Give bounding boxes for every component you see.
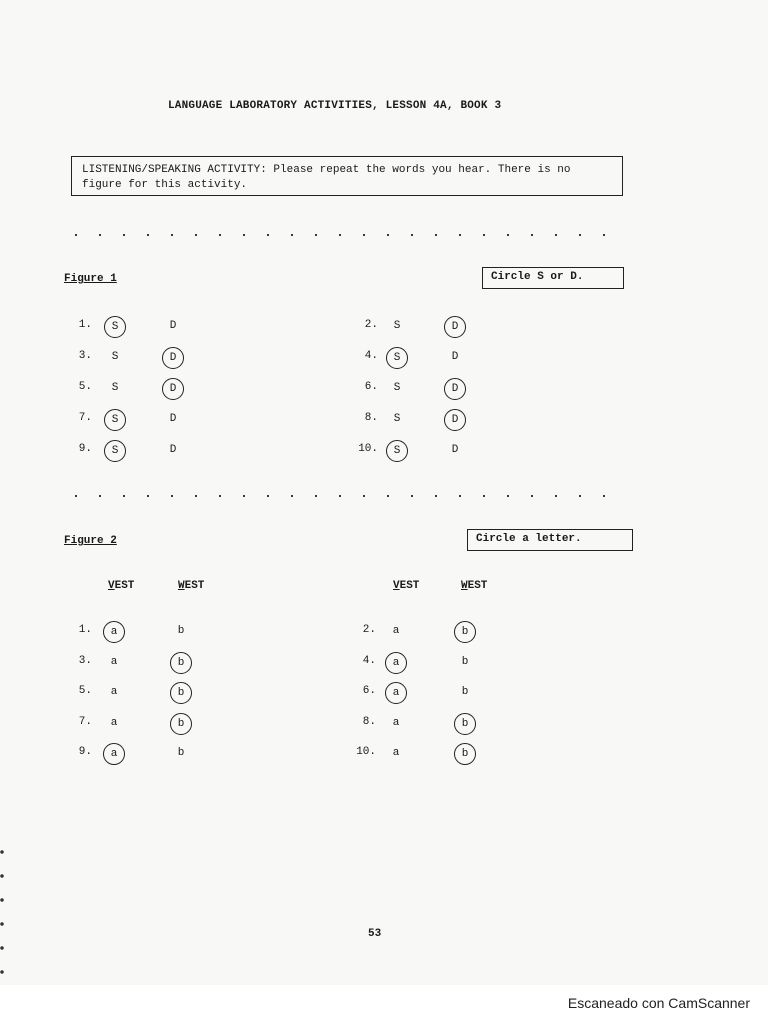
item-number: 9.	[78, 746, 92, 758]
page-number: 53	[368, 928, 382, 940]
choice[interactable]: D	[451, 444, 459, 456]
figure-1-hint: Circle S or D.	[482, 267, 624, 289]
circled-choice[interactable]: S	[386, 440, 408, 462]
figure-2-answer-row	[346, 743, 606, 765]
figure-1-answer-row	[348, 347, 608, 369]
circled-choice[interactable]: b	[170, 652, 192, 674]
figure-2-answer-row	[346, 621, 606, 643]
figure-1-answer-row	[62, 378, 322, 400]
column-heading-rest: EST	[399, 580, 420, 592]
column-heading-rest: EST	[114, 580, 135, 592]
circled-choice[interactable]: b	[454, 621, 476, 643]
circled-choice[interactable]: D	[444, 316, 466, 338]
scanner-watermark: Escaneado con CamScanner	[567, 995, 750, 1011]
circled-choice[interactable]: S	[104, 409, 126, 431]
item-number: 4.	[364, 350, 378, 362]
circled-choice[interactable]: D	[444, 378, 466, 400]
circled-choice[interactable]: b	[454, 713, 476, 735]
figure-1-answer-row	[348, 316, 608, 338]
figure-2-answer-row	[62, 621, 322, 643]
figure-1-answer-row	[62, 440, 322, 462]
figure-2-answer-row	[62, 713, 322, 735]
circled-choice[interactable]: D	[162, 378, 184, 400]
figure-2-answer-row	[346, 682, 606, 704]
choice[interactable]: D	[169, 444, 177, 456]
figure-2-answer-row	[62, 652, 322, 674]
circled-choice[interactable]: a	[385, 652, 407, 674]
item-number: 7.	[78, 412, 92, 424]
item-number: 6.	[364, 381, 378, 393]
item-number: 4.	[362, 654, 376, 667]
choice[interactable]: S	[393, 320, 401, 332]
figure-1-answer-row	[348, 378, 608, 400]
choice[interactable]: a	[110, 716, 118, 729]
instruction-text: LISTENING/SPEAKING ACTIVITY: Please repeat the words you hear. There is no figure for this activity.	[82, 164, 571, 191]
choice[interactable]: b	[461, 655, 469, 668]
column-heading-initial: V	[108, 580, 115, 592]
choice[interactable]: a	[392, 747, 400, 759]
figure-1-answer-row	[348, 440, 608, 462]
column-heading-rest: EST	[184, 580, 205, 592]
column-heading-initial: W	[461, 580, 468, 592]
figure-2-hint: Circle a letter.	[467, 529, 633, 551]
figure-1-label: Figure 1	[64, 273, 117, 285]
item-number: 10.	[356, 746, 376, 758]
choice[interactable]: S	[393, 382, 401, 394]
choice[interactable]: S	[393, 413, 401, 425]
item-number: 8.	[362, 715, 376, 728]
choice[interactable]: b	[461, 686, 469, 698]
column-heading-rest: EST	[467, 580, 488, 592]
item-number: 8.	[364, 412, 378, 424]
circled-choice[interactable]: a	[385, 682, 407, 704]
choice[interactable]: b	[177, 625, 185, 637]
choice[interactable]: a	[392, 625, 400, 637]
item-number: 5.	[78, 685, 92, 697]
figure-1-answer-row	[62, 316, 322, 338]
column-heading-west	[178, 580, 204, 592]
item-number: 2.	[364, 319, 378, 331]
item-number: 1.	[78, 319, 92, 331]
choice[interactable]: b	[177, 747, 185, 759]
circled-choice[interactable]: D	[162, 347, 184, 369]
item-number: 10.	[358, 443, 378, 455]
choice[interactable]: D	[169, 320, 177, 332]
figure-1-answer-row	[348, 409, 608, 431]
figure-2-answer-row	[62, 682, 322, 704]
page-title: LANGUAGE LABORATORY ACTIVITIES, LESSON 4A, BOOK 3	[168, 100, 502, 112]
item-number: 9.	[78, 443, 92, 455]
figure-2-answer-row	[346, 713, 606, 735]
choice[interactable]: a	[110, 655, 118, 668]
choice[interactable]: a	[392, 716, 400, 729]
column-heading-initial: V	[393, 580, 400, 592]
circled-choice[interactable]: a	[103, 621, 125, 643]
choice[interactable]: S	[111, 351, 119, 363]
figure-1-answer-row	[62, 347, 322, 369]
dotted-divider	[64, 232, 624, 238]
item-number: 3.	[78, 350, 92, 362]
circled-choice[interactable]: S	[104, 440, 126, 462]
item-number: 7.	[78, 715, 92, 728]
column-heading-west	[461, 580, 487, 592]
column-heading-vest	[108, 580, 134, 592]
binding-holes	[0, 840, 4, 980]
circled-choice[interactable]: b	[170, 682, 192, 704]
figure-2-answer-row	[62, 743, 322, 765]
instruction-box	[71, 156, 623, 196]
figure-1-answer-row	[62, 409, 322, 431]
figure-2-label: Figure 2	[64, 535, 117, 547]
item-number: 5.	[78, 381, 92, 393]
item-number: 6.	[362, 685, 376, 697]
item-number: 1.	[78, 624, 92, 636]
circled-choice[interactable]: b	[170, 713, 192, 735]
choice[interactable]: D	[169, 413, 177, 425]
choice[interactable]: D	[451, 351, 459, 363]
choice[interactable]: a	[110, 686, 118, 698]
circled-choice[interactable]: b	[454, 743, 476, 765]
circled-choice[interactable]: S	[104, 316, 126, 338]
item-number: 3.	[78, 654, 92, 667]
item-number: 2.	[362, 624, 376, 636]
circled-choice[interactable]: S	[386, 347, 408, 369]
figure-2-answer-row	[346, 652, 606, 674]
column-heading-initial: W	[178, 580, 185, 592]
circled-choice[interactable]: D	[444, 409, 466, 431]
dotted-divider	[64, 493, 624, 499]
choice[interactable]: S	[111, 382, 119, 394]
circled-choice[interactable]: a	[103, 743, 125, 765]
column-heading-vest	[393, 580, 419, 592]
